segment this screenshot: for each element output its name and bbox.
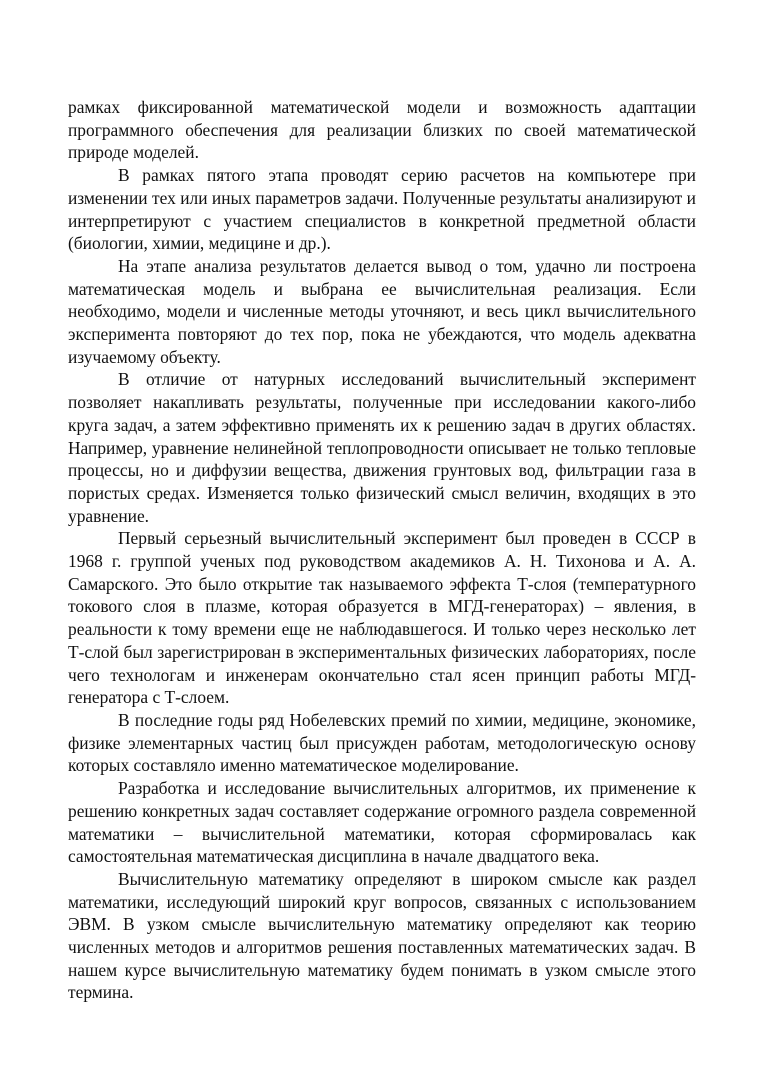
paragraph-continuation: рамках фиксированной математической модели и возможность адаптации программного обеспечения для реализации близких по своей математической природе моделей. [68, 97, 696, 163]
paragraph-algorithms: Разработка и исследование вычислительных алгоритмов, их применение к решению конкретных задач составляет содержание огромного раздела современной математики – вычислительной математики, которая сформировалась как самостоятельная математическая дисциплина в начале двадцатого века. [68, 778, 696, 867]
paragraph-first-experiment: Первый серьезный вычислительный эксперимент был проведен в СССР в 1968 г. группой ученых под руководством академиков А. Н. Тихонова и А. А. Самарского. Это было открытие так называемого эффекта Т-слоя (температурного токового слоя в плазме, которая образуется в МГД-генераторах) – явления, в реальности к тому времени еще не наблюдавшегося. И только через несколько лет Т-слой был зарегистрирован в экспериментальных физических лабораториях, после чего технологам и инженерам окончательно стал ясен принцип работы МГД-генератора с Т-слоем. [68, 528, 696, 708]
paragraph-results-analysis: На этапе анализа результатов делается вывод о том, удачно ли построена математическая модель и выбрана ее вычислительная реализация. Если необходимо, модели и численные методы уточняют, и весь цикл вычислительного эксперимента повторяют до тех пор, пока не убеждаются, что модель адекватна изучаемому объекту. [68, 255, 696, 367]
paragraph-computational-math-definition: Вычислительную математику определяют в широком смысле как раздел математики, исследующий широкий круг вопросов, связанных с использованием ЭВМ. В узком смысле вычислительную математику определяют как теорию численных методов и алгоритмов решения поставленных математических задач. В нашем курсе вычислительную математику будем понимать в узком смысле этого термина. [68, 868, 696, 1003]
paragraph-natural-vs-computational: В отличие от натурных исследований вычислительный эксперимент позволяет накапливать результаты, полученные при исследовании какого-либо круга задач, а затем эффективно применять их к решению задач в других областях. Например, уравнение нелинейной теплопроводности описывает не только тепловые процессы, но и диффузии вещества, движения грунтовых вод, фильтрации газа в пористых средах. Изменяется только физический смысл величин, входящих в это уравнение. [68, 369, 696, 526]
paragraph-nobel-prizes: В последние годы ряд Нобелевских премий по химии, медицине, экономике, физике элементарных частиц был присужден работам, методологическую основу которых составляло именно математическое моделирование. [68, 709, 696, 776]
paragraph-fifth-stage: В рамках пятого этапа проводят серию расчетов на компьютере при изменении тех или иных параметров задачи. Полученные результаты анализируют и интерпретируют с участием специалистов в конкретной предметной области (биологии, химии, медицине и др.). [68, 165, 696, 254]
document-page [68, 96, 696, 1004]
